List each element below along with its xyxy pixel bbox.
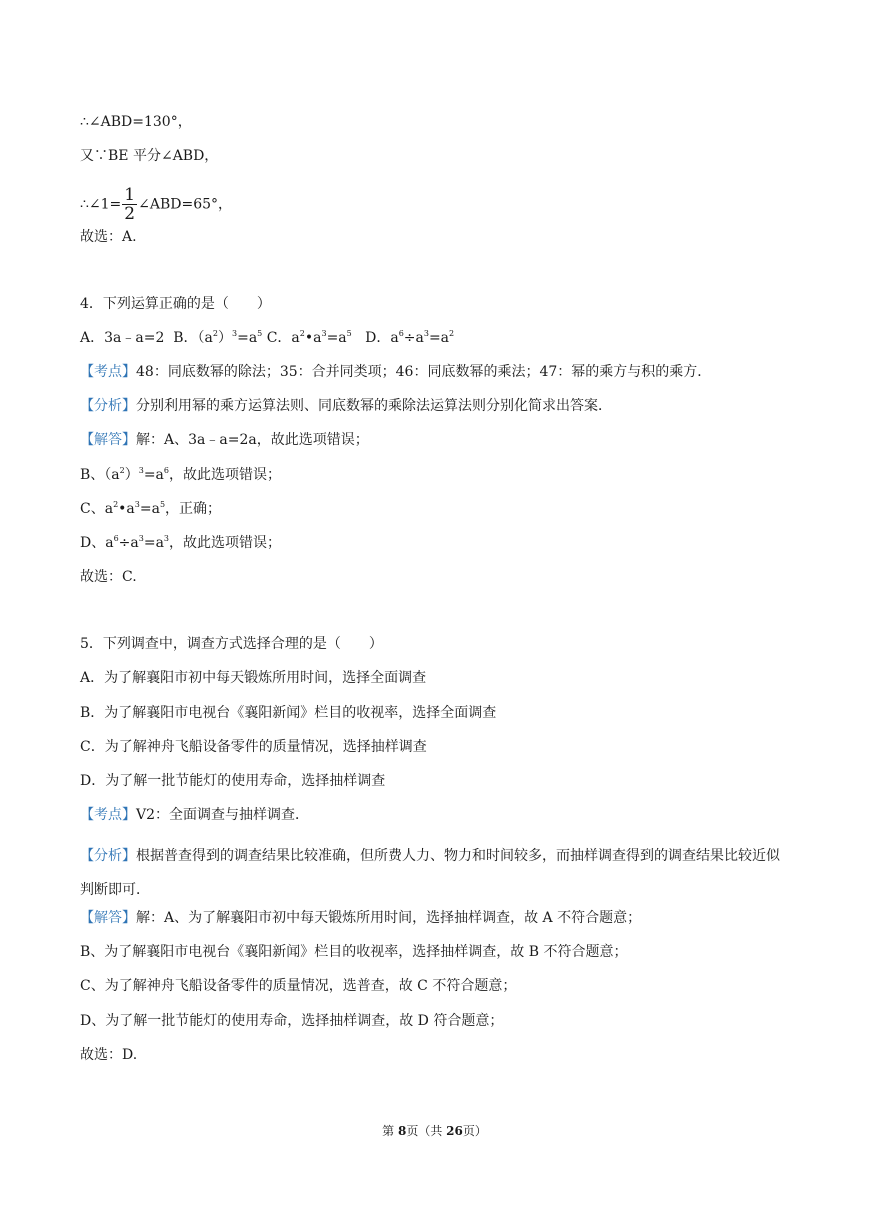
q5-option-d: D．为了解一批节能灯的使用寿命，选择抽样调查 — [80, 773, 386, 789]
kaodian-tag: 【考点】 — [80, 807, 136, 823]
q4-option-a: A．3a﹣a=2 — [80, 330, 165, 346]
fraction-one-half — [122, 186, 137, 223]
q4-kaodian — [80, 362, 711, 382]
jieda-tag: 【解答】 — [80, 432, 136, 448]
page-footer: 第 8页（共 26页） — [382, 1124, 487, 1138]
q5-answer: 故选：D. — [80, 1047, 138, 1063]
q5-fenxi — [80, 839, 792, 907]
q4-option-c: C．$a^2•a^3=a^5$ — [266, 329, 352, 346]
q3-step-bisector: 又∵BE 平分∠ABD， — [80, 148, 219, 164]
page-total: 26 — [446, 1124, 463, 1138]
q4-options — [80, 328, 454, 348]
fenxi-tag: 【分析】 — [80, 848, 136, 864]
q5-option-a: A．为了解襄阳市初中每天锻炼所用时间，选择全面调查 — [80, 670, 427, 686]
q3-angle1-suffix: ∠ABD=65°， — [138, 196, 233, 213]
q4-solution-b: B、$(a^2)^3=a^6$，故此选项错误； — [80, 466, 281, 483]
q4-title: 4．下列运算正确的是（ ） — [80, 296, 271, 312]
kaodian-tag: 【考点】 — [80, 364, 136, 380]
q5-kaodian-text: V2：全面调查与抽样调查． — [136, 807, 310, 823]
q3-angle1-prefix: ∴∠1= — [80, 196, 122, 213]
q4-option-d: D．$a^6\div a^3=a^2$ — [365, 329, 455, 346]
q4-fenxi — [80, 396, 612, 416]
q5-kaodian — [80, 805, 309, 825]
q4-jieda-text: 解：A、3a﹣a=2a，故此选项错误； — [136, 432, 369, 448]
q4-solution-c: C、$a^2•a^3=a^5$，正确； — [80, 500, 222, 517]
fraction-numerator: 1 — [124, 185, 136, 205]
jieda-tag: 【解答】 — [80, 910, 136, 926]
q3-step-angle-abd: ∴∠ABD=130°， — [80, 114, 192, 130]
q4-solution-d: D、$a^6\div a^3=a^3$，故此选项错误； — [80, 534, 282, 551]
page-number: 8 — [397, 1124, 407, 1138]
q4-answer: 故选：C. — [80, 569, 137, 585]
q4-jieda — [80, 430, 369, 450]
q5-jieda — [80, 908, 641, 928]
q5-option-b: B．为了解襄阳市电视台《襄阳新闻》栏目的收视率，选择全面调查 — [80, 705, 497, 721]
q3-step-angle-1 — [80, 186, 232, 223]
q5-jieda-text: 解：A、为了解襄阳市初中每天锻炼所用时间，选择抽样调查，故 A 不符合题意； — [136, 910, 642, 926]
q4-option-b: B．$(a^2)^3=a^5$ — [173, 329, 263, 346]
q4-fenxi-text: 分别利用幂的乘方运算法则、同底数幂的乘除法运算法则分别化简求出答案． — [136, 398, 612, 414]
q5-solution-d: D、为了解一批节能灯的使用寿命，选择抽样调查，故 D 符合题意； — [80, 1013, 504, 1029]
fenxi-tag: 【分析】 — [80, 398, 136, 414]
q5-solution-c: C、为了解神舟飞船设备零件的质量情况，选普查，故 C 不符合题意； — [80, 978, 517, 994]
q5-fenxi-text: 根据普查得到的调查结果比较准确，但所费人力、物力和时间较多，而抽样调查得到的调查结果比较近似判断即可． — [80, 848, 780, 898]
q4-kaodian-text: 48：同底数幂的除法；35：合并同类项；46：同底数幂的乘法；47：幂的乘方与积的乘方． — [136, 364, 712, 380]
fraction-denominator: 2 — [124, 204, 136, 224]
q3-answer: 故选：A. — [80, 229, 137, 245]
q5-option-c: C．为了解神舟飞船设备零件的质量情况，选择抽样调查 — [80, 739, 427, 755]
q5-solution-b: B、为了解襄阳市电视台《襄阳新闻》栏目的收视率，选择抽样调查，故 B 不符合题意； — [80, 944, 628, 960]
q5-title: 5．下列调查中，调查方式选择合理的是（ ） — [80, 636, 383, 652]
